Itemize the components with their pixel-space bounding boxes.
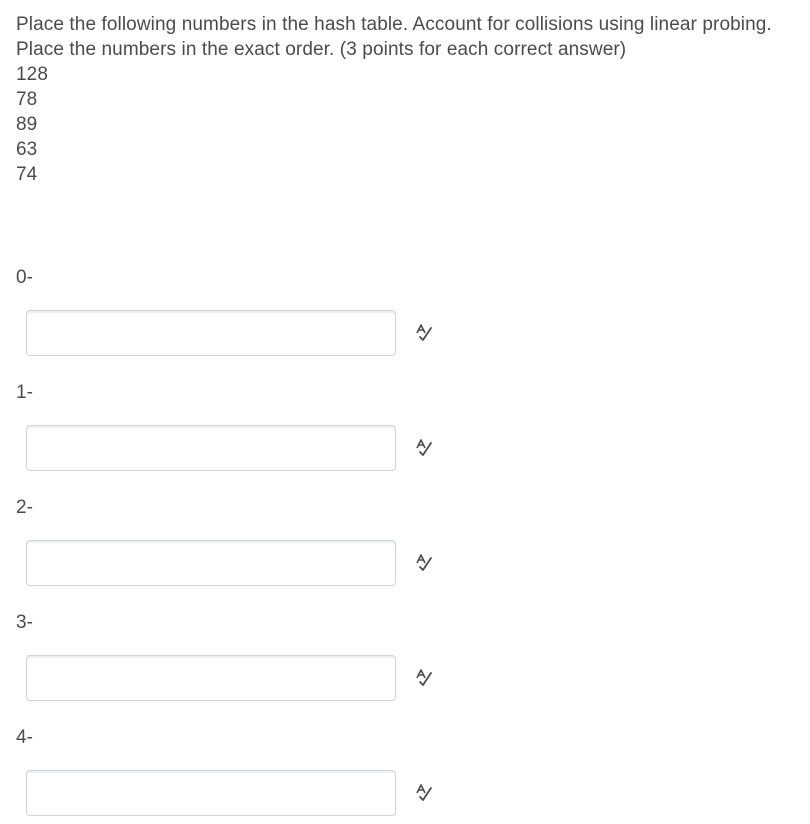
spell-check-icon[interactable]: [413, 437, 435, 459]
question-block: [16, 12, 806, 187]
answer-input-1[interactable]: [26, 425, 396, 471]
spell-check-icon[interactable]: [413, 552, 435, 574]
number-list: [16, 62, 806, 187]
slot-label-2: 2-: [16, 497, 33, 518]
answer-input-4[interactable]: [26, 770, 396, 816]
number-item: 128: [16, 64, 49, 85]
spell-check-icon[interactable]: [413, 667, 435, 689]
slot-label-0: 0-: [16, 267, 33, 288]
question-prompt: Place the following numbers in the hash table. Account for collisions using linear probing. Place the numbers in the exact order. (3 points for each correct answer): [16, 14, 772, 60]
number-item: 74: [16, 164, 38, 185]
answer-input-3[interactable]: [26, 655, 396, 701]
answer-input-0[interactable]: [26, 310, 396, 356]
spell-check-icon[interactable]: [413, 322, 435, 344]
slot-label-3: 3-: [16, 612, 33, 633]
slot-label-4: 4-: [16, 727, 33, 748]
number-item: 89: [16, 114, 38, 135]
slot-label-1: 1-: [16, 382, 33, 403]
answer-input-2[interactable]: [26, 540, 396, 586]
number-item: 63: [16, 139, 38, 160]
number-item: 78: [16, 89, 38, 110]
spell-check-icon[interactable]: [413, 782, 435, 804]
